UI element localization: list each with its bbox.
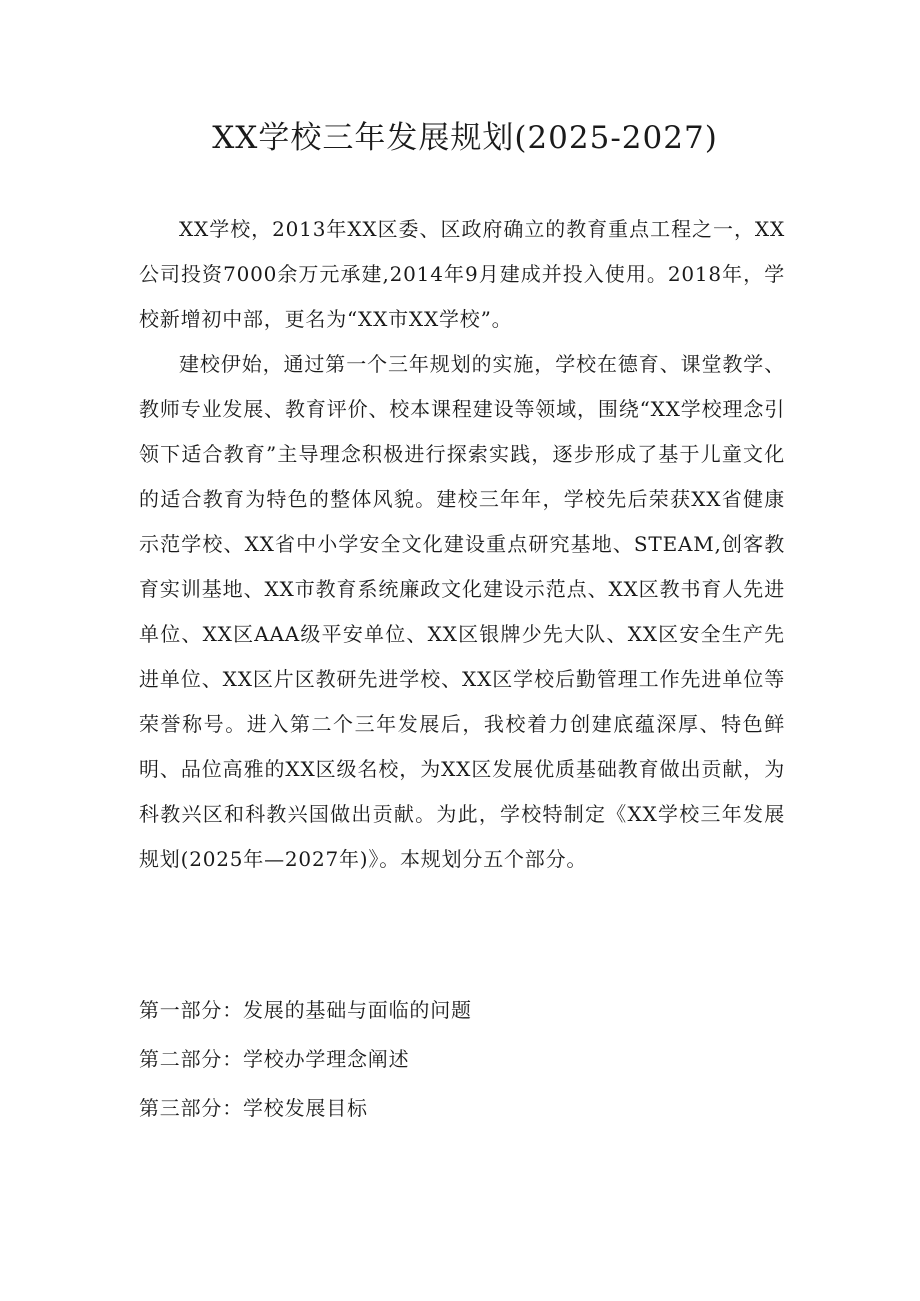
section-list — [139, 986, 785, 1133]
paragraph-intro: XX学校，2013年XX区委、区政府确立的教育重点工程之一，XX公司投资7000余万元承建,2014年9月建成并投入使用。2018年，学校新增初中部，更名为“XX市XX学校”。 — [139, 217, 785, 331]
section-item-2: 第二部分：学校办学理念阐述 — [139, 1047, 410, 1071]
document-body — [139, 207, 785, 882]
document-title: XX学校三年发展规划(2025-2027) — [212, 120, 718, 156]
section-item-3: 第三部分：学校发展目标 — [139, 1096, 368, 1120]
section-item-1: 第一部分：发展的基础与面临的问题 — [139, 998, 472, 1022]
paragraph-history: 建校伊始，通过第一个三年规划的实施，学校在德育、课堂教学、教师专业发展、教育评价、校本课程建设等领域，围绕“XX学校理念引领下适合教育”主导理念积极进行探索实践，逐步形成了基于儿童文化的适合教育为特色的整体风貌。建校三年年，学校先后荣获XX省健康示范学校、XX省中小学安全文化建设重点研究基地、STEAM,创客教育实训基地、XX市教育系统廉政文化建设示范点、XX区教书育人先进单位、XX区AAA级平安单位、XX区银牌少先大队、XX区安全生产先进单位、XX区片区教研先进学校、XX区学校后勤管理工作先进单位等荣誉称号。进入第二个三年发展后，我校着力创建底蕴深厚、特色鲜明、品位高雅的XX区级名校，为XX区发展优质基础教育做出贡献，为科教兴区和科教兴国做出贡献。为此，学校特制定《XX学校三年发展规划(2025年—2027年)》。本规划分五个部分。 — [139, 352, 785, 871]
